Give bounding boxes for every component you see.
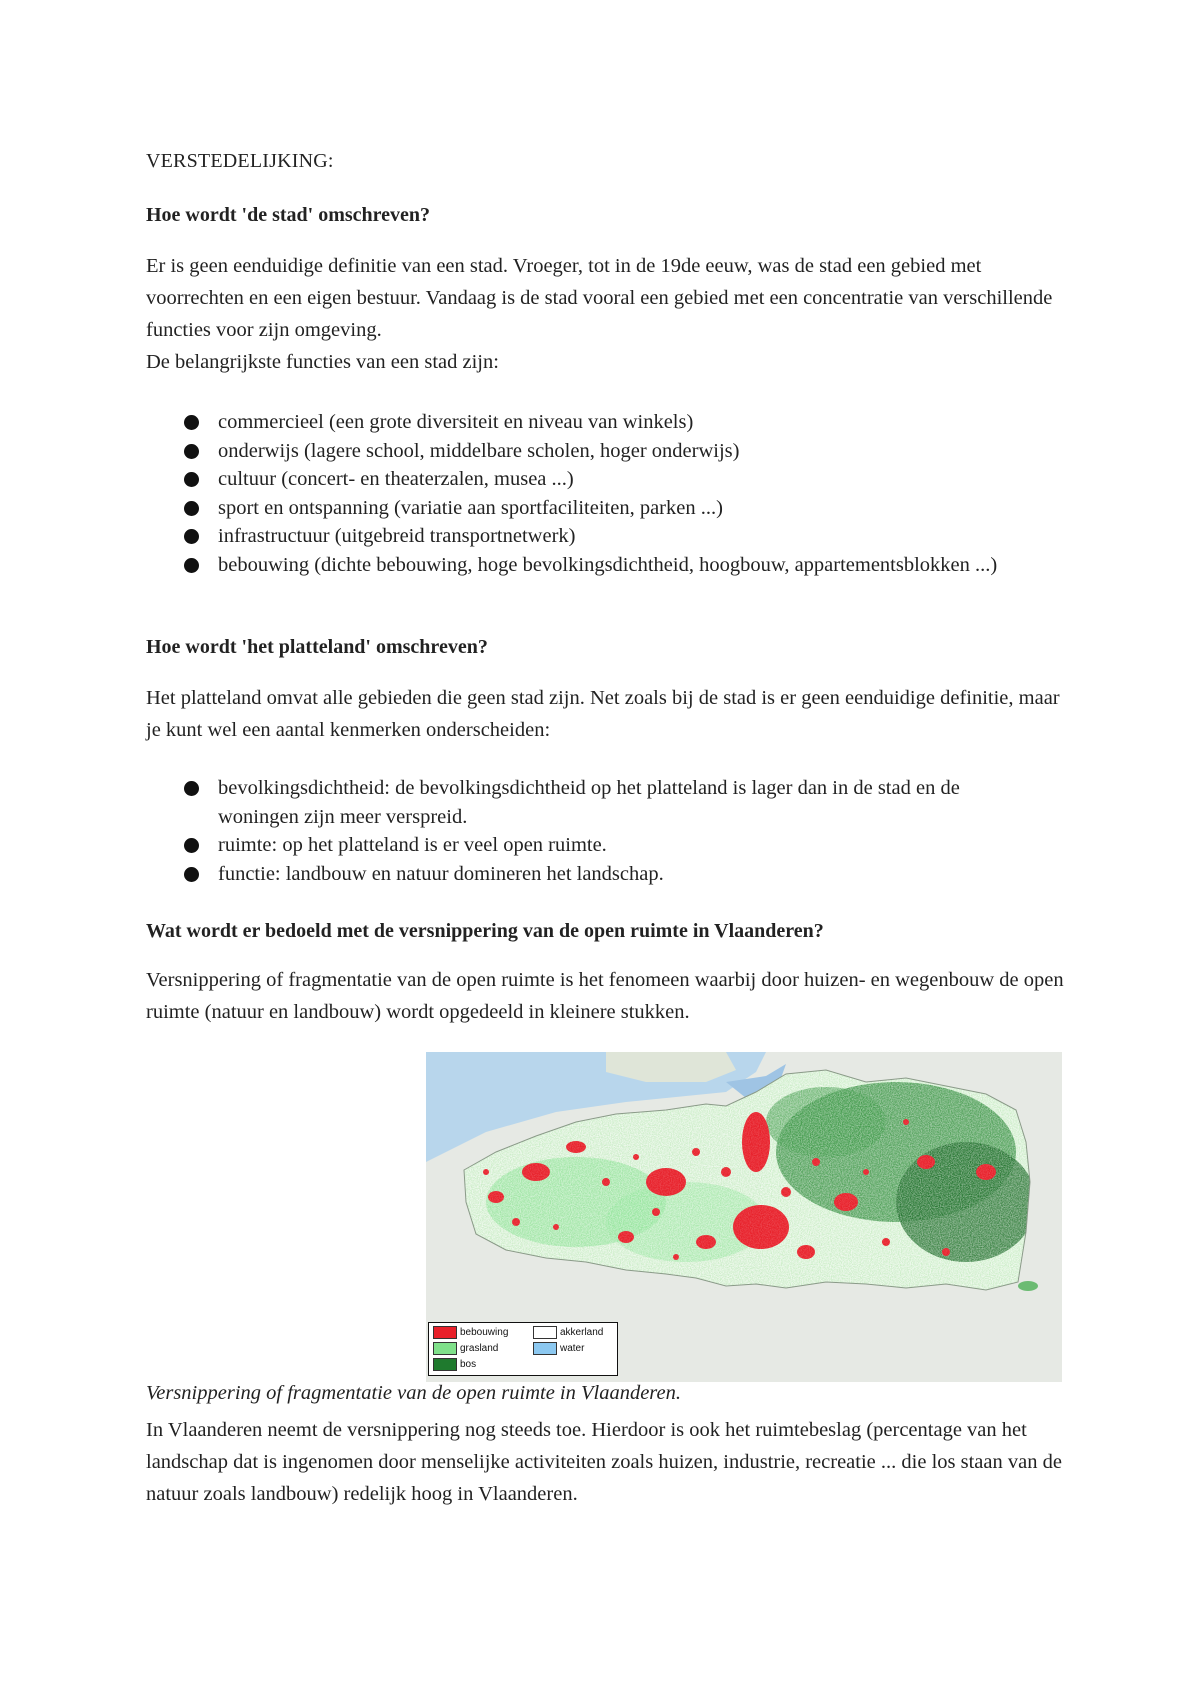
legend-item: bos [433, 1358, 476, 1372]
list-item: ruimte: op het platteland is er veel open ruimte. [184, 831, 1044, 860]
flanders-land-use-map [426, 1052, 1062, 1382]
paragraph-versnippering: Versnippering of fragmentatie van de open ruimte is het fenomeen waarbij door huizen- en wegenbouw de open ruimte (natuur en landbouw) wordt opgedeeld in kleinere stukken. [146, 969, 1064, 1023]
paragraph-stad: Er is geen eenduidige definitie van een stad. Vroeger, tot in de 19de eeuw, was de stad een gebied met voorrechten en een eigen bestuur. Vandaag is de stad vooral een gebied met een concentratie van verschillende functies voor zijn omgeving. [146, 255, 1053, 341]
legend-swatch [533, 1342, 557, 1355]
map-legend [428, 1322, 618, 1376]
paragraph-closing: In Vlaanderen neemt de versnippering nog steeds toe. Hierdoor is ook het ruimtebeslag (percentage van het landschap dat is ingenomen door menselijke activiteiten zoals huizen, industrie, recreatie ... die los staan van de natuur zoals landbouw) redelijk hoog in Vlaanderen. [146, 1419, 1062, 1505]
bullet-icon [184, 838, 199, 853]
bullet-icon [184, 781, 199, 796]
legend-item: water [533, 1342, 584, 1356]
heading-platteland: Hoe wordt 'het platteland' omschreven? [146, 636, 488, 658]
bullet-icon [184, 444, 199, 459]
heading-versnippering: Wat wordt er bedoeld met de versnippering van de open ruimte in Vlaanderen? [146, 920, 824, 942]
list-item: commercieel (een grote diversiteit en niveau van winkels) [184, 408, 1044, 437]
bullet-icon [184, 529, 199, 544]
paragraph-stad-intro: De belangrijkste functies van een stad zijn: [146, 351, 499, 373]
bullet-icon [184, 867, 199, 882]
list-item: bevolkingsdichtheid: de bevolkingsdichtheid op het platteland is lager dan in de stad en de woningen zijn meer verspreid. [184, 774, 1044, 831]
document-title: VERSTEDELIJKING: [146, 150, 334, 172]
list-stad-functies [184, 408, 1044, 579]
list-item: onderwijs (lagere school, middelbare scholen, hoger onderwijs) [184, 437, 1044, 466]
paragraph-platteland: Het platteland omvat alle gebieden die geen stad zijn. Net zoals bij de stad is er geen eenduidige definitie, maar je kunt wel een aantal kenmerken onderscheiden: [146, 687, 1060, 741]
legend-item: bebouwing [433, 1326, 508, 1340]
legend-swatch [433, 1326, 457, 1339]
bullet-icon [184, 558, 199, 573]
legend-item: grasland [433, 1342, 498, 1356]
heading-stad: Hoe wordt 'de stad' omschreven? [146, 204, 431, 226]
legend-swatch [433, 1342, 457, 1355]
legend-swatch [533, 1326, 557, 1339]
legend-item: akkerland [533, 1326, 603, 1340]
list-platteland-kenmerken [184, 774, 1044, 888]
legend-swatch [433, 1358, 457, 1371]
list-item: infrastructuur (uitgebreid transportnetwerk) [184, 522, 1044, 551]
list-item: cultuur (concert- en theaterzalen, musea ...) [184, 465, 1044, 494]
figure-caption: Versnippering of fragmentatie van de open ruimte in Vlaanderen. [146, 1382, 682, 1404]
list-item: bebouwing (dichte bebouwing, hoge bevolkingsdichtheid, hoogbouw, appartementsblokken ...) [184, 551, 1044, 580]
bullet-icon [184, 415, 199, 430]
list-item: sport en ontspanning (variatie aan sportfaciliteiten, parken ...) [184, 494, 1044, 523]
bullet-icon [184, 501, 199, 516]
bullet-icon [184, 472, 199, 487]
list-item: functie: landbouw en natuur domineren het landschap. [184, 860, 1044, 889]
